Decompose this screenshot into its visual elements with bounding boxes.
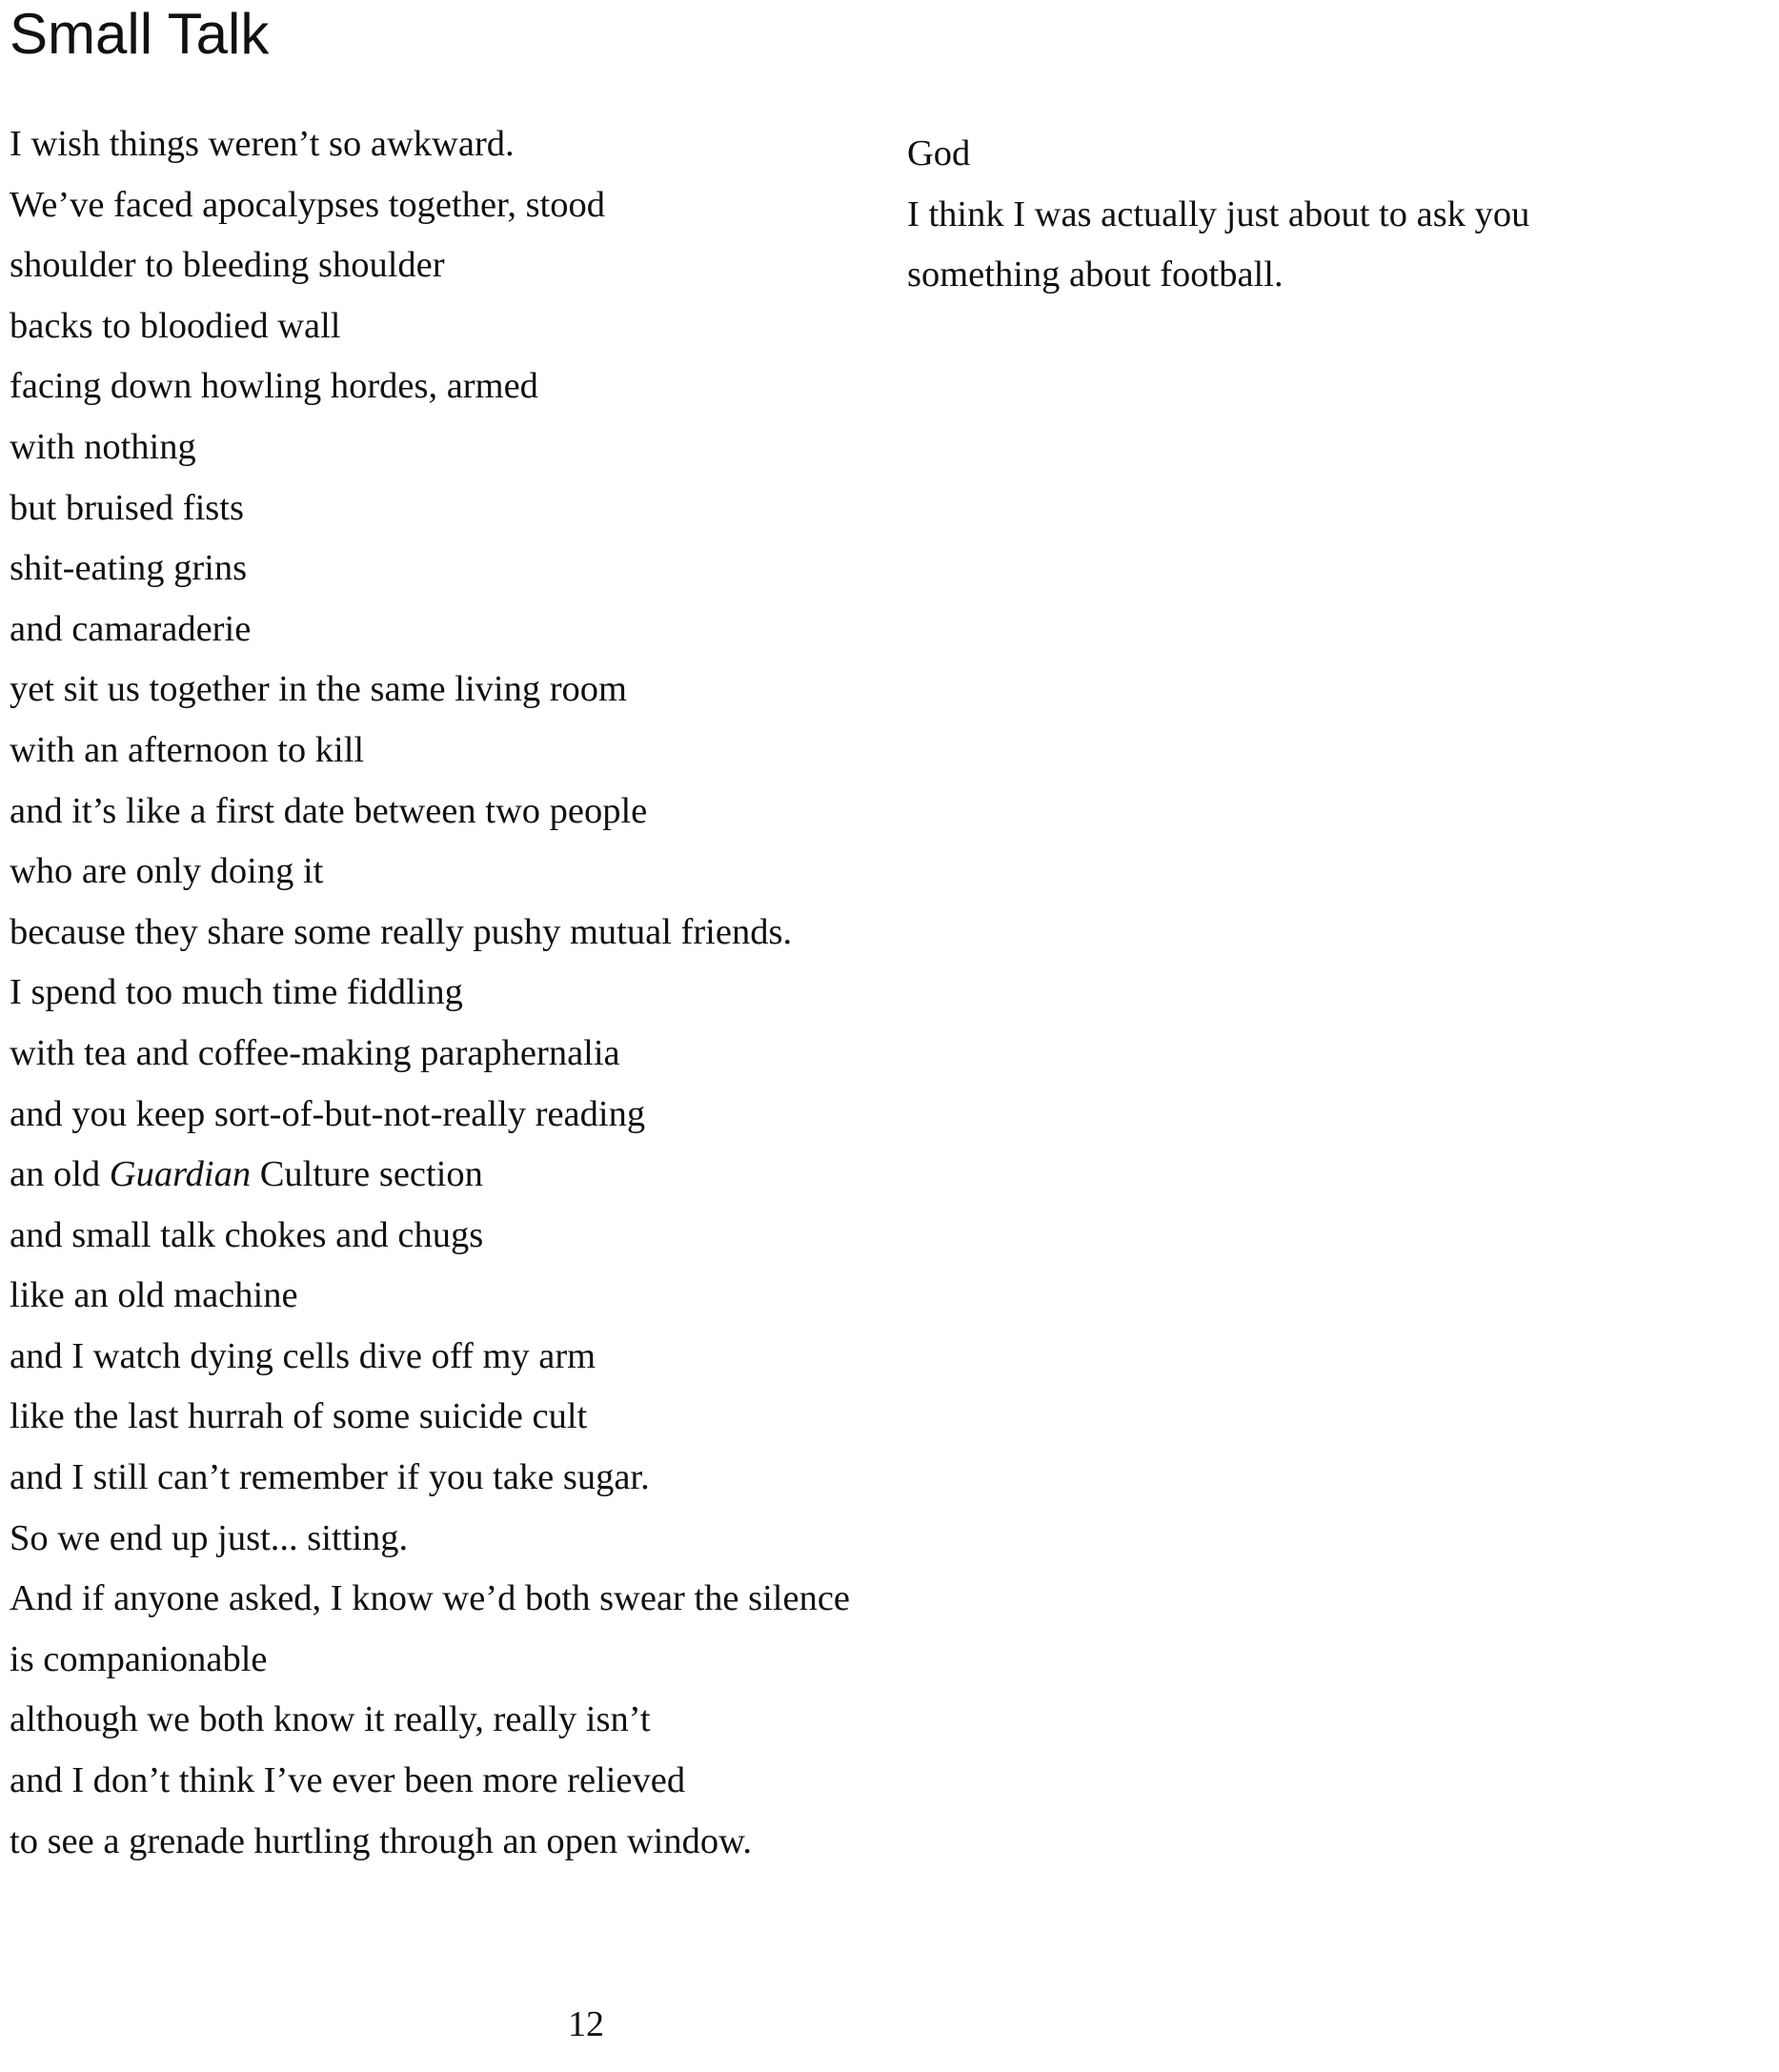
poem-line: with tea and coffee-making paraphernalia <box>10 1032 620 1073</box>
line-text: Culture section <box>251 1154 483 1195</box>
poem-line: I think I was actually just about to ask you <box>907 193 1530 234</box>
poem-line: and small talk chokes and chugs <box>10 1214 484 1255</box>
poem-line: like an old machine <box>10 1275 298 1316</box>
poem-line: shoulder to bleeding shoulder <box>10 245 445 286</box>
poem-line <box>10 1145 850 1206</box>
poem-line: with an afternoon to kill <box>10 729 365 770</box>
poem-line: and it’s like a first date between two people <box>10 790 648 831</box>
poem-line: and I don’t think I’ve ever been more relieved <box>10 1760 686 1801</box>
poem-line: and you keep sort-of-but-not-really reading <box>10 1093 646 1134</box>
poem-line: I wish things weren’t so awkward. <box>10 124 515 164</box>
poem-line: God <box>907 133 971 173</box>
poem-line: who are only doing it <box>10 851 324 892</box>
poem-line: something about football. <box>907 254 1284 295</box>
poem-title: Small Talk <box>10 2 270 66</box>
poem-line: I spend too much time fiddling <box>10 972 463 1013</box>
line-text: an old <box>10 1154 110 1195</box>
poem-line: So we end up just... sitting. <box>10 1517 409 1558</box>
publication-name: Guardian <box>109 1154 252 1195</box>
page-number: 12 <box>568 2004 604 2044</box>
poem-line: and I watch dying cells dive off my arm <box>10 1335 596 1376</box>
poem-line: yet sit us together in the same living room <box>10 669 627 710</box>
poem-line: with nothing <box>10 426 196 467</box>
poem-line: facing down howling hordes, armed <box>10 366 538 407</box>
poem-left-column <box>10 114 850 1872</box>
poem-line: like the last hurrah of some suicide cult <box>10 1396 588 1437</box>
poem-line: We’ve faced apocalypses together, stood <box>10 184 606 225</box>
poem-line: is companionable <box>10 1638 268 1679</box>
poem-line: because they share some really pushy mutual friends. <box>10 911 793 952</box>
poem-line: and I still can’t remember if you take sugar. <box>10 1457 650 1498</box>
poem-line: backs to bloodied wall <box>10 305 341 346</box>
poem-line: to see a grenade hurtling through an open window. <box>10 1820 753 1861</box>
poem-line: but bruised fists <box>10 487 244 528</box>
poem-line: although we both know it really, really isn’t <box>10 1699 651 1740</box>
poem-line: and camaraderie <box>10 608 252 649</box>
poem-line: And if anyone asked, I know we’d both swear the silence <box>10 1578 851 1619</box>
poem-line: shit-eating grins <box>10 548 248 589</box>
poem-right-column <box>907 124 1529 306</box>
